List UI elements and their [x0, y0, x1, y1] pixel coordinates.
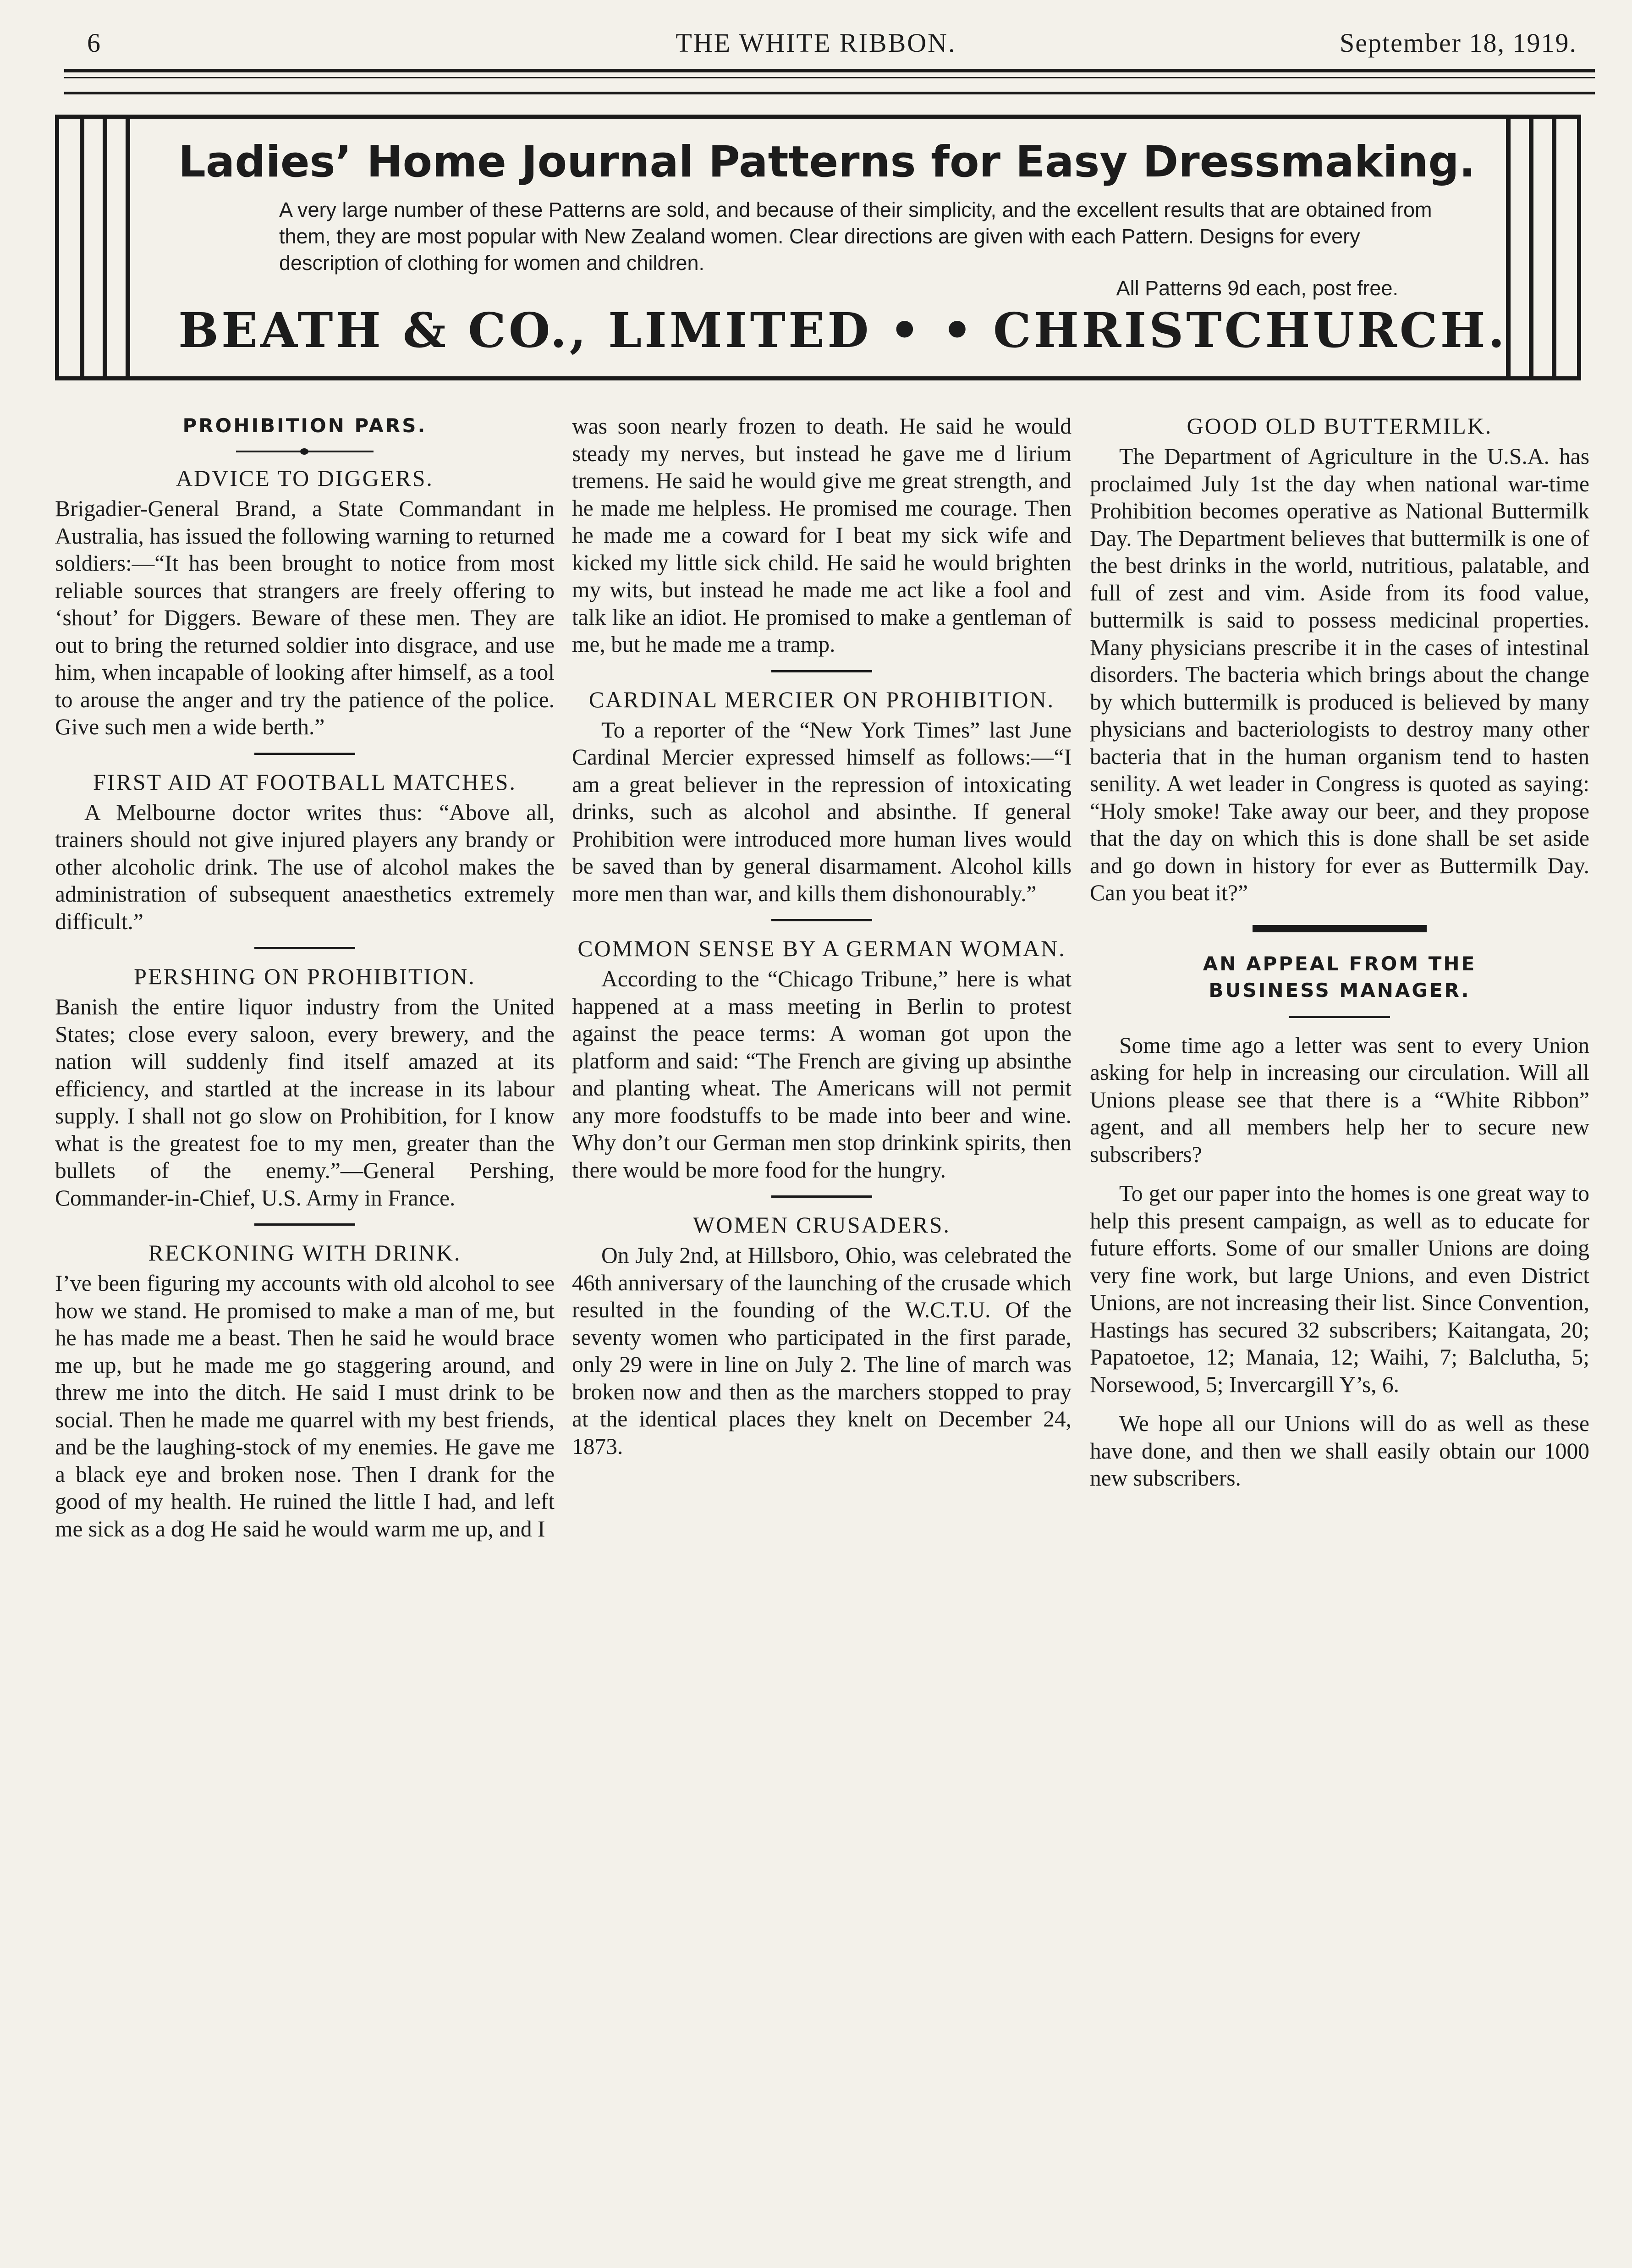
article-reckoning: I’ve been figuring my accounts with old alcohol to see how we stand. He promised to make a man of me, but he has made me a beast. Then he said he would brace me up, but he made me go staggering around, and threw me into the ditch. He said I must drink to be social. Then he made me quarrel with my best friends, and be the laughing-stock of my enemies. He gave me a black eye and broken nose. Then I drank for the good of my health. He ruined the little I had, and left me sick as a dog He said he would warm me up, and I: [55, 1271, 555, 1541]
article-pershing: Banish the entire liquor industry from the United States; close every saloon, every brewery, and the nation will suddenly find itself amazed at its efficiency, and startled at the increase in its labour supply. I shall not go slow on Prohibition, for I know what is the greatest foe to my men, greater than the bullets of the enemy.”—General Pershing, Commander-in-Chief, U.S. Army in France.: [55, 994, 555, 1211]
headline-advice-to-diggers: ADVICE TO DIGGERS.: [176, 465, 434, 491]
ad-city: CHRISTCHURCH.: [993, 302, 1507, 358]
headline-buttermilk: GOOD OLD BUTTERMILK.: [1187, 413, 1493, 439]
section-title-prohibition-pars: PROHIBITION PARS.: [182, 414, 427, 437]
column-1: [55, 413, 555, 1542]
masthead-title: THE WHITE RIBBON.: [676, 28, 956, 58]
article-advice-to-diggers: Brigadier-General Brand, a State Commandant in Australia, has issued the following warning to returned soldiers:—“It has been brought to notice from most reliable sources that strangers are freely offering to ‘shout’ for Diggers. Beware of these men. They are out to bring the returned soldier into disgrace, and use him, when incapable of looking after himself, as a tool to arouse the anger and try the patience of the police. Give such men a wide berth.”: [55, 496, 555, 739]
page-number: 6: [87, 28, 100, 58]
article-common-sense: According to the “Chicago Tribune,” here is what happened at a mass meeting in Berlin to protest against the peace terms: A woman got upon the platform and said: “The French are giving up absinthe and planting wheat. The Americans will not permit any more foodstuffs to be made into beer and wine. Why don’t our German men stop drinkink spirits, then there would be more food for the hungry.: [572, 966, 1072, 1183]
article-divider: [254, 1223, 355, 1226]
appeal-paragraph-3: We hope all our Unions will do as well as these have done, and then we shall easily obtain our 1000 new subscribers.: [1090, 1411, 1589, 1491]
ad-left-bar-2: [103, 115, 107, 380]
ad-left-bar-3: [126, 115, 130, 380]
appeal-paragraph-2: To get our paper into the homes is one great way to help this present campaign, as well as to educate for future efforts. Some of our smaller Unions are doing very fine work, but large Unions, and even District Unions, are not increasing their list. Since Convention, Hastings has secured 32 subscribers; Kaitangata, 20; Papatoetoe, 12; Manaia, 12; Waihi, 7; Balclutha, 5; Norsewood, 5; Invercargill Y’s, 6.: [1090, 1181, 1589, 1397]
headline-reckoning: RECKONING WITH DRINK.: [148, 1240, 462, 1266]
article-divider: [771, 919, 872, 921]
header-rule-lower: [64, 92, 1595, 94]
header-rule: [64, 69, 1595, 72]
ad-headline: Ladies’ Home Journal Patterns for Easy Dressmaking.: [178, 137, 1476, 187]
headline-pershing: PERSHING ON PROHIBITION.: [134, 963, 476, 989]
ornament-divider: [236, 448, 374, 455]
article-reckoning-continued: was soon nearly frozen to death. He said he would steady my nerves, but instead he gave me d lirium tremens. He said he would give me great strength, and he made me helpless. He promised me courage. Then he made me a coward for I beat my sick wife and kicked my little sick child. He said he would brighten my wits, but instead he made me act like a fool and talk like an idiot. He promised to make a gentleman of me, but he made me a tramp.: [572, 413, 1072, 657]
headline-common-sense: COMMON SENSE BY A GERMAN WOMAN.: [577, 936, 1066, 961]
article-buttermilk: The Department of Agriculture in the U.S.A. has proclaimed July 1st the day when national war-time Prohibition becomes operative as National Buttermilk Day. The Department believes that buttermilk is one of the best drinks in the world, nutritious, palatable, and full of zest and vim. Aside from its food value, buttermilk is said to possess medicinal properties. Many physicians prescribe it in the cases of intestinal disorders. The bacteria which brings about the change by which buttermilk is produced is believed by many physicians and bacteriologists to destroy many other bacteria that in the human organism tend to hasten senility. A wet leader in Congress is quoted as saying: “Holy smoke! Take away our beer, and they propose that the day on which this is done shall be set aside and go down in history for ever as Buttermilk Day. Can you beat it?”: [1090, 444, 1589, 905]
article-divider: [254, 753, 355, 755]
article-cardinal-mercier: To a reporter of the “New York Times” last June Cardinal Mercier expressed himself as follows:—“I am a great believer in the repression of intoxicating drinks, such as alcohol and absinthe. If general Prohibition were introduced more human lives would be saved than by general disarmament. Alcohol kills more men than war, and kills them dishonourably.”: [572, 717, 1072, 906]
column-2: [572, 413, 1072, 1460]
headline-cardinal-mercier: CARDINAL MERCIER ON PROHIBITION.: [588, 686, 1055, 712]
ad-left-bar-1: [80, 115, 84, 380]
article-women-crusaders: On July 2nd, at Hillsboro, Ohio, was celebrated the 46th anniversary of the launching of the crusade which resulted in the founding of the W.C.T.U. Of the seventy women who participated in the first parade, only 29 were in line on July 2. The line of march was broken now and then as the marchers stopped to pray at the identical places they knelt on December 24, 1873.: [572, 1243, 1072, 1459]
article-divider: [1289, 1016, 1390, 1018]
ad-footer: [178, 302, 1507, 358]
article-first-aid: A Melbourne doctor writes thus: “Above all, trainers should not give injured players any brandy or other alcoholic drink. The use of alcohol makes the administration of subsequent anaesthetics extremely difficult.”: [55, 799, 555, 934]
advertisement-box: [55, 115, 1581, 380]
ad-company-name: BEATH & CO., LIMITED: [178, 302, 872, 358]
appeal-paragraph-1: Some time ago a letter was sent to every Union asking for help in increasing our circulation. Will all Unions please see that there is a “White Ribbon” agent, and all members help her to secure new subscribers?: [1090, 1032, 1589, 1167]
article-divider: [771, 670, 872, 672]
article-divider: [254, 947, 355, 949]
column-3: [1090, 413, 1589, 1492]
headline-business-appeal: AN APPEAL FROM THE BUSINESS MANAGER.: [1203, 952, 1477, 1002]
headline-women-crusaders: WOMEN CRUSADERS.: [693, 1212, 951, 1238]
ad-footer-ornament: • •: [889, 302, 975, 358]
running-head: [0, 23, 1632, 73]
ad-right-bar-2: [1529, 115, 1533, 380]
header-rule-thin: [64, 77, 1595, 78]
article-divider: [771, 1195, 872, 1198]
headline-first-aid: FIRST AID AT FOOTBALL MATCHES.: [93, 769, 517, 795]
issue-date: September 18, 1919.: [1339, 28, 1577, 58]
ad-price: All Patterns 9d each, post free.: [1116, 276, 1398, 300]
ad-right-bar-3: [1552, 115, 1556, 380]
heavy-divider: [1253, 925, 1427, 932]
ad-body: A very large number of these Patterns are sold, and because of their simplicity, and the excellent results that are obtained from them, they are most popular with New Zealand women. Clear directions are given with each Pattern. Designs for every description of clothing for women and children.: [279, 198, 1432, 275]
